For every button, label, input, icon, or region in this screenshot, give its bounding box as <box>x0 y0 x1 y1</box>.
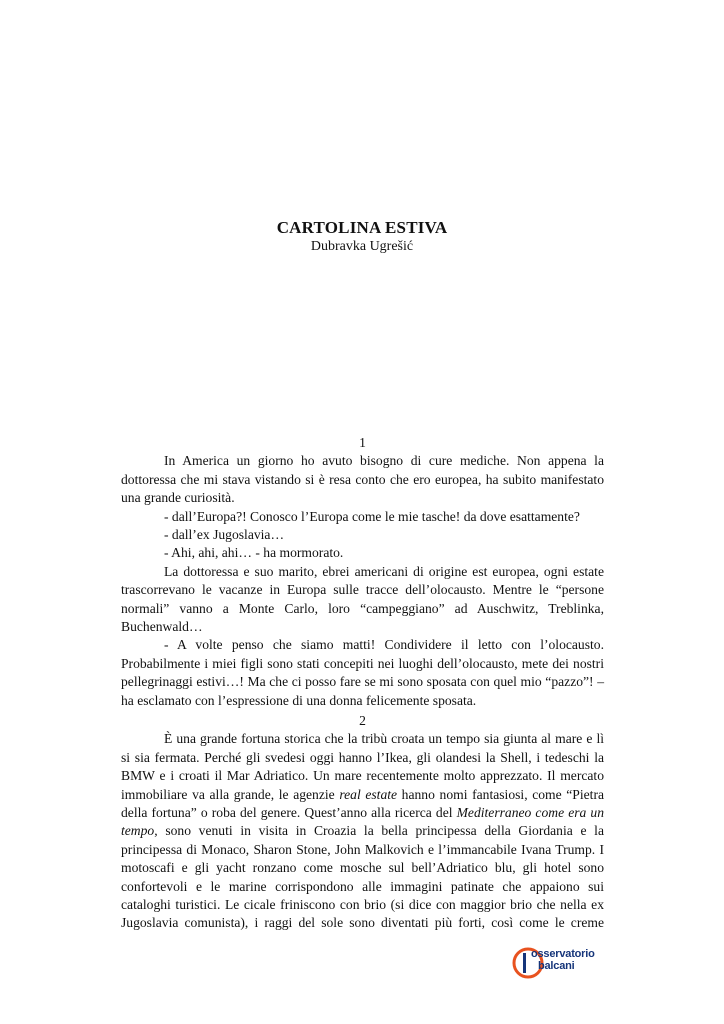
paragraph <box>121 730 604 932</box>
paragraph: - dall’ex Jugoslavia… <box>164 527 285 543</box>
section-1 <box>121 434 604 710</box>
text-run: hanno nomi fantasiosi, come “Pietra della fortuna” o roba del genere. Quest’anno alla ricerca del <box>121 786 605 821</box>
italic-run: Mediterraneo come era un tempo <box>121 805 604 839</box>
logo-line-1: osservatorio <box>531 948 595 960</box>
text-run: , sono venuti in visita in Croazia la bella principessa della Giordania e la principessa di Monaco, Sharon Stone, John Malkovich e l’immancabile Ivana Trump. I motoscafi e gli yacht ronzano come mosche sul bell’Adriatico blu, gli hotel sono confortevoli e le marine corrispondono alle immagini patinate che appaiono sui cataloghi turistici. Le cicale friniscono con brio (si dice con maggior brio che nella ex Jugoslavia comunista), i raggi del sole sono diventati più forti, così come le creme <box>121 823 604 931</box>
title-block <box>0 217 724 255</box>
section-number: 2 <box>359 713 366 728</box>
paragraph: La dottoressa e suo marito, ebrei americani di origine est europea, ogni estate trascorrevano le vacanze in Europa sulle tracce dell’olocausto. Mentre le “persone normali” vanno a Monte Carlo, loro “campeggiano” ad Auschwitz, Treblinka, Buchenwald… <box>121 563 604 635</box>
section-number: 1 <box>359 435 366 450</box>
paragraph: - A volte penso che siamo matti! Condividere il letto con l’olocausto. Probabilmente i miei figli sono stati concepiti nei luoghi dell’olocausto, mete dei nostri pellegrinaggi estivi…! Ma che ci posso fare se mi sono sposata con quel mio “pazzo”! – ha esclamato con l’espressione di una donna felicemente sposata. <box>121 637 604 708</box>
logo-line-2: balcani <box>538 960 575 972</box>
italic-run: real estate <box>339 786 398 802</box>
paragraph: - Ahi, ahi, ahi… - ha mormorato. <box>164 545 344 561</box>
paragraph: In America un giorno ho avuto bisogno di cure mediche. Non appena la dottoressa che mi stava vistando si è resa conto che ero europea, ha subito manifestato una grande curiosità. <box>121 453 604 506</box>
text-run: È una grande fortuna storica che la tribù croata un tempo sia giunta al mare e lì si sia fermata. Perché gli svedesi oggi hanno l’Ikea, gli olandesi la Shell, i tedeschi la BMW e i croati il Mar Adriatico. Un mare recentemente molto apprezzato. Il mercato immobiliare va alla grande, le agenzie <box>121 731 604 802</box>
section-2 <box>121 712 604 933</box>
logo-text <box>517 948 595 972</box>
paragraph: - dall’Europa?! Conosco l’Europa come le mie tasche! da dove esattamente? <box>164 508 580 524</box>
document-author: Dubravka Ugrešić <box>310 239 414 254</box>
document-title: CARTOLINA ESTIVA <box>276 218 448 237</box>
